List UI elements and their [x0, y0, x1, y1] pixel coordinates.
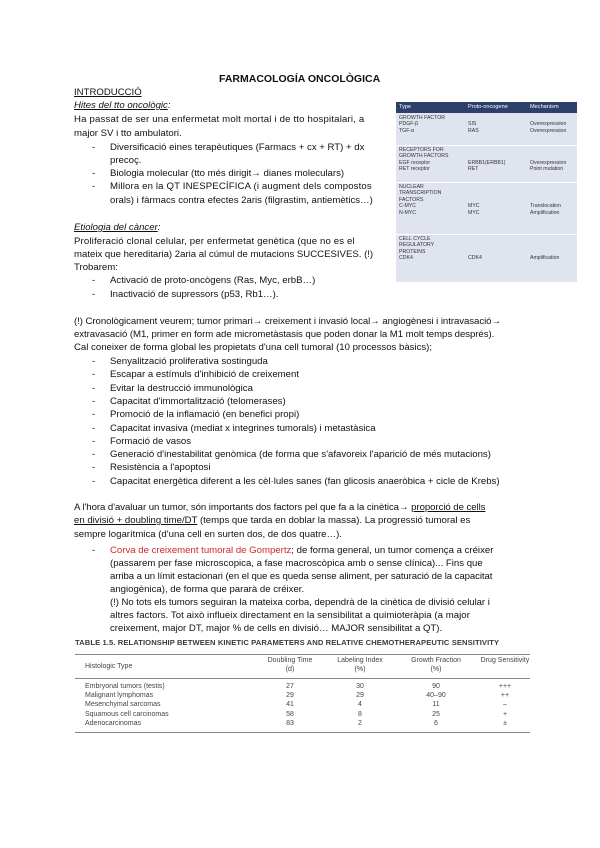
page-title: FARMACOLOGÍA ONCOLÒGICA [219, 73, 381, 85]
oncogene-cell: GROWTH FACTORS [399, 153, 449, 160]
kinetic-row-label: Squamous cell carcinomas [85, 710, 169, 718]
kinetic-table-rule [75, 654, 530, 655]
kinetics-line [74, 514, 470, 528]
gompertz-line: arriba a un límit estacionari (en el que es queda sense aliment, per saturació de la capacitat [110, 571, 493, 582]
oncogene-col-gene: Proto-oncogene [468, 104, 508, 110]
kinetic-row-label: Adenocarcinomas [85, 719, 142, 727]
kinetics-text: A l'hora d'avaluar un tumor, són importants dos factors pel que fa a la cinètica→ [74, 502, 412, 513]
oncogene-cell: PROTEINS [399, 248, 426, 255]
kinetic-table-rule [75, 732, 530, 733]
subhead-etio-text: Etiologia del càncer [74, 222, 158, 233]
etio-line: Proliferació clonal celular, per enfermetat genètica (que no es el [74, 236, 355, 247]
note-line: (!) No tots els tumors seguiran la mateixa corba, dependrà de la cinètica de divisió celular i [110, 597, 490, 608]
oncogene-cell: EGF receptor [399, 159, 431, 166]
intro-bullet-line: precoç. [110, 155, 142, 166]
bullet-dash: - [92, 435, 96, 447]
gompertz-text: ; de forma general, un tumor comença a créixer [291, 545, 494, 556]
kinetic-table-caption: TABLE 1.5. RELATIONSHIP BETWEEN KINETIC PARAMETERS AND RELATIVE CHEMOTHERAPEUTIC SENSITIVITY [75, 638, 500, 647]
kinetic-cell: 41 [286, 701, 294, 709]
bullet-dash: - [92, 168, 96, 179]
intro-bullet-line: Millora en la QT INESPECÍFICA (i augment dels compostos [110, 181, 372, 192]
kinetic-col-labeling: Labeling Index (%) [337, 657, 383, 673]
kinetic-cell: 4 [358, 701, 362, 709]
hallmark-item: Capacitat energètica diferent a les cèl·lules sanes (fan glicosis anaeròbica + cicle de Krebs) [110, 475, 500, 487]
note-line: altres factors. Tot això influeix directament en la sensibilitat a quimioteràpia (a major [110, 610, 470, 621]
kinetic-row-label: Embryonal tumors (testis) [85, 683, 165, 690]
oncogene-cell: MYC [468, 203, 480, 210]
oncogene-cell: Overexpression [530, 127, 567, 134]
intro-bullet-line: orals) i fàrmacs contra efectes 2aris (filgrastim, antiemètics…) [110, 195, 373, 206]
oncogene-cell: RECEPTORS FOR [399, 147, 444, 153]
etio-bullet: Activació de proto-oncògens (Ras, Myc, erbB…) [110, 275, 316, 286]
subhead-etio: Etiologia del càncer: [74, 222, 161, 233]
kinetic-cell: 83 [286, 719, 294, 727]
hallmark-item: Generació d'inestabilitat genòmica (de forma que s'afavoreix l'aparició de més mutacions) [110, 449, 491, 461]
etio-line: mateix que hereditaria) 2aria al cúmul de mutacions SUCCESIVES. (!) [74, 249, 374, 260]
oncogene-cell: PDGF-β [399, 121, 419, 128]
hallmark-item: Formació de vasos [110, 435, 192, 447]
kinetic-cell: 40–90 [426, 692, 446, 700]
oncogene-cell: Point mutation [530, 166, 564, 173]
kinetics-line: sempre logarítmica (d'una cell en surten dos, de dos quatre…). [74, 529, 342, 540]
kinetic-cell: 2 [358, 719, 362, 727]
kinetic-cell: – [503, 701, 507, 709]
gompertz-line: angiogènica), de forma que pararà de créixer. [110, 584, 305, 595]
hallmark-item: Evitar la destrucció immunològica [110, 382, 253, 394]
crono-line: Cal coneixer de forma global les propietats d'una cell tumoral (10 processos bàsics); [74, 342, 433, 353]
bullet-dash: - [92, 369, 96, 381]
kinetic-cell: 29 [286, 692, 294, 700]
bullet-dash: - [92, 545, 96, 556]
intro-bullet-line: Diversificació eines terapèutiques (Farmacs + cx + RT) + dx [110, 142, 365, 153]
crono-line: (!) Cronològicament veurem; tumor primari→ creixement i invasió local→ angiogènesi i intravasació→ [74, 316, 501, 327]
kinetic-cell: 8 [358, 710, 362, 718]
oncogene-row-separator [396, 234, 577, 235]
kinetics-line [74, 501, 485, 515]
kinetic-cell: 6 [434, 719, 438, 727]
oncogene-col-type: Type [399, 104, 412, 110]
oncogene-table-header [396, 102, 577, 113]
kinetics-text: (temps que tarda en doblar la massa). La progressió tumoral es [197, 515, 471, 526]
gompertz-line [110, 544, 493, 558]
oncogene-cell: NUCLEAR [399, 184, 424, 190]
oncogene-cell: TRANSCRIPTION [399, 190, 442, 197]
bullet-dash: - [92, 422, 96, 434]
bullet-dash: - [92, 462, 96, 474]
oncogene-cell: RET receptor [399, 166, 430, 173]
kinetic-cell: 29 [356, 692, 364, 700]
kinetic-cell: 27 [286, 683, 294, 690]
kinetic-cell: 58 [286, 710, 294, 718]
kinetic-col-drug: Drug Sensitivity [480, 657, 530, 664]
kinetic-cell: +++ [498, 683, 512, 690]
oncogene-cell: CDK4 [399, 255, 413, 262]
hallmark-item: Promoció de la inflamació (en benefici propi) [110, 409, 300, 421]
crono-line: extravasació (M1, primer en form ade micrometàstasis que poden donar la M1 molt temps després). [74, 329, 495, 340]
kinetic-col-growth: Growth Fraction (%) [411, 657, 461, 673]
kinetic-cell: ± [503, 719, 507, 727]
kinetic-col-doubling: Doubling Time (d) [267, 657, 313, 673]
oncogene-cell: CDK4 [468, 255, 482, 262]
etio-bullet: Inactivació de supressors (p53, Rb1…). [110, 289, 279, 300]
oncogene-cell: GROWTH FACTOR [399, 115, 446, 121]
kinetic-row-label: Malignant lymphomas [85, 692, 154, 700]
oncogene-cell: C-MYC [399, 203, 417, 210]
bullet-dash: - [92, 181, 96, 192]
oncogene-cell: FACTORS [399, 196, 424, 203]
oncogene-cell: REGULATORY [399, 242, 435, 249]
oncogene-cell: Overexpression [530, 121, 567, 128]
bullet-dash: - [92, 449, 96, 461]
hallmark-item: Senyalització proliferativa sostinguda [110, 356, 268, 367]
hallmark-item: Capacitat invasiva (mediat x integrines tumorals) i metastàsica [110, 422, 376, 434]
gompertz-title: Corva de creixement tumoral de Gompertz [110, 545, 292, 556]
bullet-dash: - [92, 142, 96, 153]
oncogene-cell: MYC [468, 209, 480, 216]
etio-line: Trobarem: [74, 262, 118, 273]
hallmark-item: Resistència a l'apoptosi [110, 462, 211, 474]
oncogene-cell: Amplification [530, 255, 560, 262]
subhead-hites-text: Hites del tto oncològic [74, 100, 168, 111]
bullet-dash: - [92, 395, 96, 407]
oncogene-row-separator [396, 145, 577, 146]
section-intro-heading: INTRODUCCIÓ [74, 87, 142, 98]
bullet-dash: - [92, 356, 96, 367]
oncogene-cell: TGF-α [399, 127, 415, 134]
bullet-dash: - [92, 382, 96, 394]
oncogene-cell: Overexpression [530, 159, 567, 166]
bullet-dash: - [92, 475, 96, 487]
oncogene-row-separator [396, 182, 577, 183]
oncogene-cell: RAS [468, 127, 479, 134]
note-line: creixement, major DT, major % de cells en divisió… MAJOR sensibilitat a QT). [110, 623, 443, 634]
hallmark-item: Escapar a estímuls d'inhibició de creixement [110, 369, 299, 381]
kinetics-key-term: proporció de cells [411, 502, 486, 513]
oncogene-cell: ERBB1(ERBB1) [468, 159, 506, 166]
oncogene-cell: RET [468, 166, 479, 173]
bullet-dash: - [92, 289, 96, 300]
oncogene-cell: CELL CYCLE [399, 236, 431, 242]
intro-bullet-line: Biologia molecular (tto més dirigit→ dianes moleculars) [110, 168, 345, 179]
intro-paragraph-line: major SV i tto ambulatori. [74, 128, 182, 139]
kinetic-cell: + [502, 710, 508, 718]
bullet-dash: - [92, 275, 96, 286]
kinetic-cell: 30 [356, 683, 364, 690]
oncogene-cell: N-MYC [399, 209, 417, 216]
subhead-hites: Hites del tto oncològic: [74, 100, 171, 111]
kinetic-cell: 25 [432, 710, 440, 718]
gompertz-line: (passarem per fase microscopica, a fase macroscòpica amb o sense clínica)... Fins que [110, 558, 483, 569]
oncogene-col-mech: Mechanism [530, 104, 559, 110]
bullet-dash: - [92, 409, 96, 421]
kinetic-table-rule [75, 678, 530, 679]
oncogene-cell: Translocation [530, 203, 561, 210]
hallmark-item: Capacitat d'immortalització (telomerases) [110, 395, 286, 407]
kinetic-table [75, 638, 530, 758]
kinetics-key-term: en divisió + doubling time/DT [74, 515, 198, 526]
kinetic-cell: 11 [432, 701, 440, 709]
oncogene-cell: SIS [468, 121, 477, 128]
oncogene-table [396, 102, 577, 282]
kinetic-cell: ++ [500, 692, 510, 700]
kinetic-row-label: Mesenchymal sarcomas [85, 701, 161, 709]
oncogene-cell: Amplification [530, 209, 560, 216]
intro-paragraph-line: Ha passat de ser una enfermetat molt mortal i de tto hospitalari, a [74, 114, 365, 125]
kinetic-col-type: Histologic Type [85, 663, 133, 670]
kinetic-cell: 90 [432, 683, 440, 690]
